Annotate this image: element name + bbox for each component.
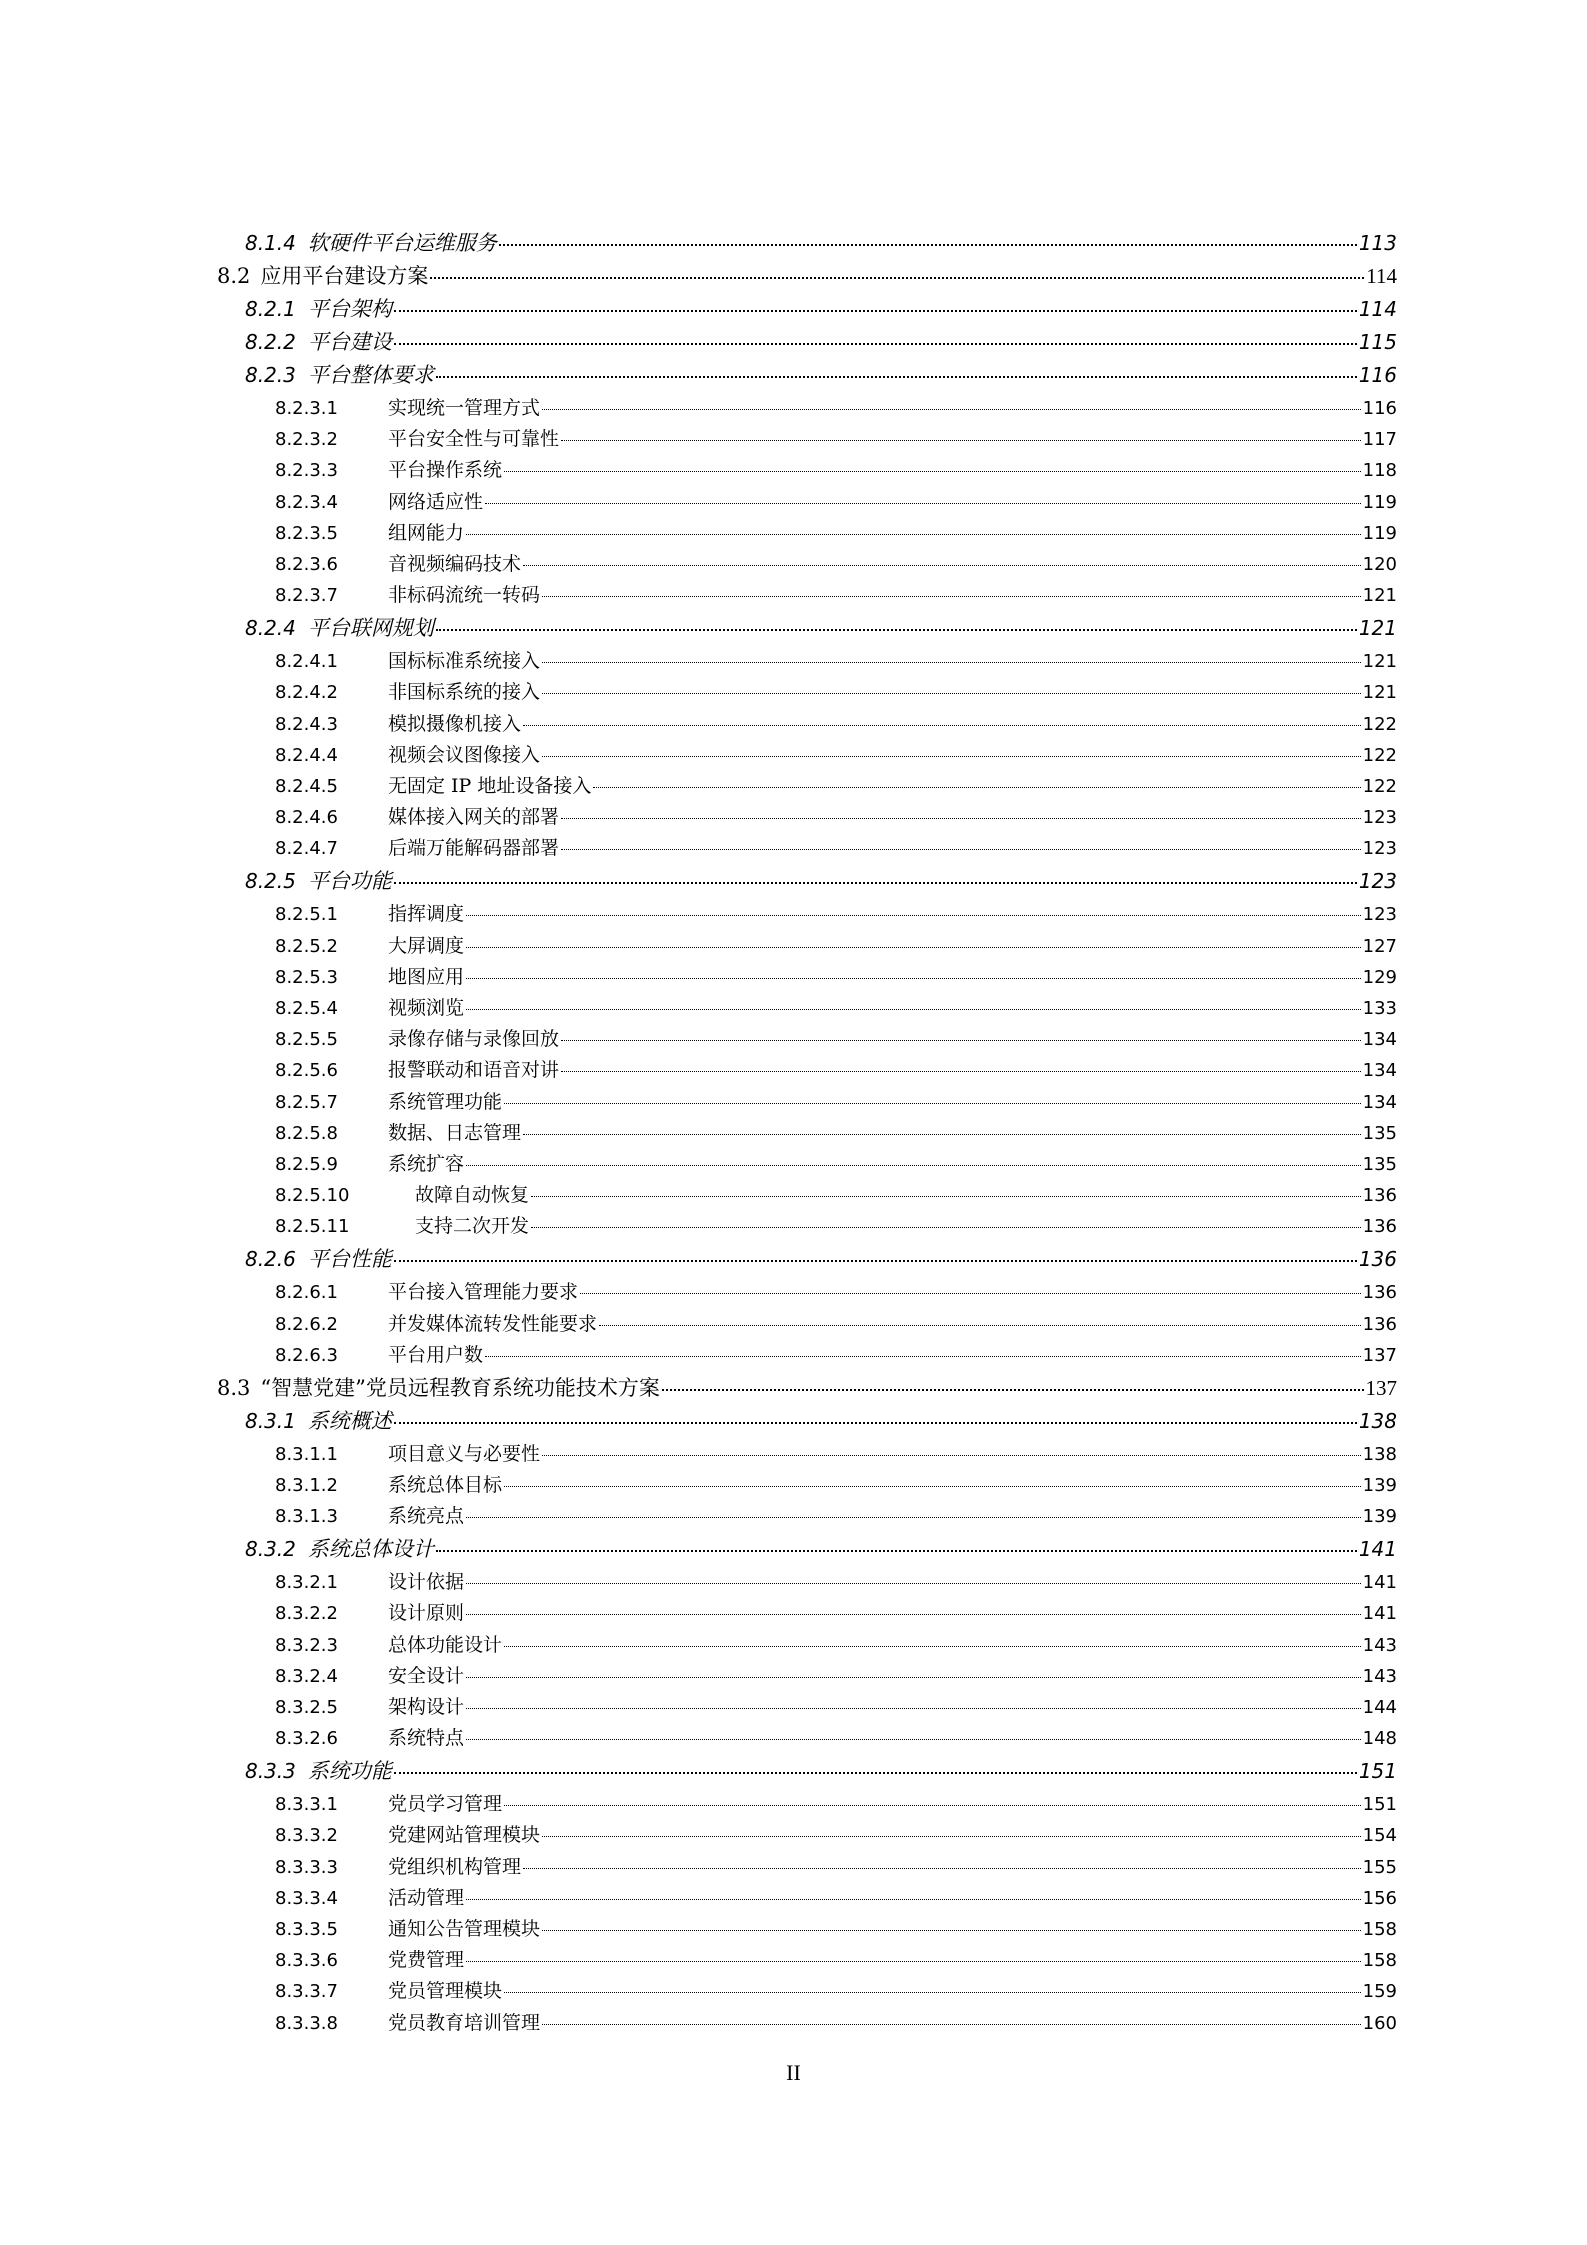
toc-entry-title: 视频会议图像接入 bbox=[388, 744, 541, 766]
dot-leader bbox=[466, 1677, 1361, 1678]
dot-leader bbox=[394, 310, 1357, 312]
toc-entry[interactable] bbox=[275, 1567, 1397, 1597]
toc-entry-page: 151 bbox=[1358, 1759, 1397, 1783]
toc-entry-number: 8.2.5 bbox=[245, 869, 296, 893]
dot-leader bbox=[436, 376, 1357, 378]
dot-leader bbox=[523, 1868, 1361, 1869]
dot-leader bbox=[504, 1805, 1361, 1806]
toc-entry-page: 127 bbox=[1362, 936, 1397, 957]
toc-entry-page: 156 bbox=[1362, 1888, 1397, 1909]
toc-entry-title: 故障自动恢复 bbox=[415, 1184, 530, 1206]
toc-entry[interactable] bbox=[245, 1406, 1397, 1436]
dot-leader bbox=[561, 440, 1361, 441]
toc-entry[interactable] bbox=[275, 1789, 1397, 1819]
dot-leader bbox=[523, 725, 1361, 726]
toc-entry-title: 平台用户数 bbox=[388, 1344, 484, 1366]
toc-entry-number: 8.2.4.6 bbox=[275, 807, 338, 828]
toc-entry-number: 8.3.3 bbox=[245, 1759, 296, 1783]
toc-entry[interactable] bbox=[275, 1501, 1397, 1531]
toc-entry-page: 158 bbox=[1362, 1950, 1397, 1971]
toc-entry-title: 系统扩容 bbox=[388, 1153, 465, 1175]
toc-entry-title: 党建网站管理模块 bbox=[388, 1824, 541, 1846]
toc-entry-page: 136 bbox=[1358, 1247, 1397, 1271]
toc-entry-page: 121 bbox=[1362, 585, 1397, 606]
dot-leader bbox=[599, 1325, 1361, 1326]
toc-entry[interactable] bbox=[275, 2008, 1397, 2038]
toc-entry[interactable] bbox=[275, 1439, 1397, 1469]
dot-leader bbox=[499, 244, 1357, 246]
toc-entry-title: 党组织机构管理 bbox=[388, 1856, 522, 1878]
toc-entry-page: 123 bbox=[1358, 869, 1397, 893]
toc-entry-title: 平台架构 bbox=[307, 297, 392, 321]
toc-entry-number: 8.2.5.6 bbox=[275, 1060, 338, 1081]
toc-entry[interactable] bbox=[275, 1340, 1397, 1370]
toc-entry-title: 通知公告管理模块 bbox=[388, 1918, 541, 1940]
toc-entry-number: 8.2.6.3 bbox=[275, 1345, 338, 1366]
dot-leader bbox=[436, 1550, 1357, 1552]
toc-entry[interactable] bbox=[275, 1277, 1397, 1307]
toc-entry-number: 8.2.3.4 bbox=[275, 492, 338, 513]
toc-entry-page: 138 bbox=[1358, 1409, 1397, 1433]
toc-entry-title: 平台接入管理能力要求 bbox=[388, 1281, 579, 1303]
dot-leader bbox=[430, 277, 1364, 279]
toc-entry[interactable] bbox=[275, 1661, 1397, 1691]
toc-entry[interactable] bbox=[275, 1024, 1397, 1054]
toc-entry-number: 8.1.4 bbox=[245, 231, 296, 255]
toc-entry-title: 架构设计 bbox=[388, 1696, 465, 1718]
toc-entry-page: 120 bbox=[1362, 554, 1397, 575]
toc-entry[interactable] bbox=[275, 709, 1397, 739]
toc-entry[interactable] bbox=[275, 899, 1397, 929]
toc-entry-number: 8.2.4.4 bbox=[275, 745, 338, 766]
toc-entry[interactable] bbox=[275, 580, 1397, 610]
toc-entry-page: 160 bbox=[1362, 2013, 1397, 2034]
toc-entry-title: 录像存储与录像回放 bbox=[388, 1028, 560, 1050]
toc-entry[interactable] bbox=[275, 1723, 1397, 1753]
toc-entry-title: 平台建设 bbox=[307, 330, 392, 354]
toc-entry-title: 组网能力 bbox=[388, 522, 465, 544]
toc-entry-page: 139 bbox=[1362, 1475, 1397, 1496]
toc-entry-title: 大屏调度 bbox=[388, 935, 465, 957]
toc-entry-title: 模拟摄像机接入 bbox=[388, 713, 522, 735]
toc-entry-number: 8.3.2.5 bbox=[275, 1697, 338, 1718]
dot-leader bbox=[466, 1708, 1361, 1709]
toc-entry-title: 视频浏览 bbox=[388, 997, 465, 1019]
toc-entry-title: 平台功能 bbox=[307, 869, 392, 893]
toc-entry-title: 平台安全性与可靠性 bbox=[388, 428, 560, 450]
toc-entry-number: 8.2.5.5 bbox=[275, 1029, 338, 1050]
dot-leader bbox=[561, 1040, 1361, 1041]
dot-leader bbox=[466, 1517, 1361, 1518]
dot-leader bbox=[466, 534, 1361, 535]
toc-entry[interactable] bbox=[275, 1087, 1397, 1117]
toc-entry[interactable] bbox=[275, 1149, 1397, 1179]
toc-entry-title: 系统亮点 bbox=[388, 1505, 465, 1527]
toc-entry-page: 116 bbox=[1362, 398, 1397, 419]
toc-entry[interactable] bbox=[245, 1244, 1397, 1274]
dot-leader bbox=[542, 2024, 1361, 2025]
toc-entry-number: 8.2.3.2 bbox=[275, 429, 338, 450]
toc-entry[interactable] bbox=[275, 424, 1397, 454]
toc-entry[interactable] bbox=[245, 1756, 1397, 1786]
toc-entry[interactable] bbox=[275, 740, 1397, 770]
dot-leader bbox=[504, 471, 1361, 472]
toc-entry-title: 应用平台建设方案 bbox=[260, 264, 429, 288]
toc-entry-page: 122 bbox=[1362, 714, 1397, 735]
dot-leader bbox=[394, 343, 1357, 345]
toc-entry-title: 国标标准系统接入 bbox=[388, 650, 541, 672]
toc-entry-title: 活动管理 bbox=[388, 1887, 465, 1909]
toc-entry-page: 114 bbox=[1358, 297, 1397, 321]
toc-entry-page: 136 bbox=[1362, 1216, 1397, 1237]
toc-entry[interactable] bbox=[217, 261, 1397, 291]
toc-entry[interactable] bbox=[275, 1309, 1397, 1339]
toc-entry[interactable] bbox=[245, 360, 1397, 390]
toc-entry-number: 8.2.6.2 bbox=[275, 1314, 338, 1335]
dot-leader bbox=[394, 1260, 1357, 1262]
toc-entry-number: 8.3.1.2 bbox=[275, 1475, 338, 1496]
toc-entry-number: 8.2 bbox=[217, 264, 251, 288]
toc-entry-page: 143 bbox=[1362, 1635, 1397, 1656]
dot-leader bbox=[580, 1293, 1361, 1294]
toc-entry-title: 系统总体目标 bbox=[388, 1474, 503, 1496]
toc-entry-title: 系统特点 bbox=[388, 1727, 465, 1749]
toc-entry-number: 8.3.2.2 bbox=[275, 1603, 338, 1624]
toc-entry-page: 135 bbox=[1362, 1123, 1397, 1144]
page-number: II bbox=[786, 2060, 801, 2085]
dot-leader bbox=[561, 818, 1361, 819]
toc-entry-title: 设计依据 bbox=[388, 1571, 465, 1593]
toc-entry-page: 159 bbox=[1362, 1981, 1397, 2002]
toc-entry-page: 134 bbox=[1362, 1029, 1397, 1050]
toc-entry-page: 121 bbox=[1362, 651, 1397, 672]
toc-entry[interactable] bbox=[275, 1055, 1397, 1085]
dot-leader bbox=[504, 1992, 1361, 1993]
toc-entry-title: 党员学习管理 bbox=[388, 1793, 503, 1815]
dot-leader bbox=[523, 565, 1361, 566]
toc-entry-number: 8.3.3.7 bbox=[275, 1981, 338, 2002]
dot-leader bbox=[466, 1009, 1361, 1010]
dot-leader bbox=[485, 503, 1361, 504]
toc-entry-title: 设计原则 bbox=[388, 1602, 465, 1624]
toc-entry-number: 8.3 bbox=[217, 1376, 251, 1400]
toc-entry-page: 148 bbox=[1362, 1728, 1397, 1749]
toc-entry-number: 8.2.4.5 bbox=[275, 776, 338, 797]
toc-entry-title: 系统概述 bbox=[307, 1409, 392, 1433]
toc-entry-page: 141 bbox=[1358, 1537, 1397, 1561]
toc-entry[interactable] bbox=[245, 1534, 1397, 1564]
toc-entry-title: 报警联动和语音对讲 bbox=[388, 1059, 560, 1081]
toc-entry-title: 平台性能 bbox=[307, 1247, 392, 1271]
dot-leader bbox=[542, 596, 1361, 597]
toc-entry-page: 133 bbox=[1362, 998, 1397, 1019]
toc-entry-page: 144 bbox=[1362, 1697, 1397, 1718]
dot-leader bbox=[542, 409, 1361, 410]
toc-entry-page: 134 bbox=[1362, 1092, 1397, 1113]
toc-entry-page: 151 bbox=[1362, 1794, 1397, 1815]
toc-entry[interactable] bbox=[275, 455, 1397, 485]
dot-leader bbox=[394, 1422, 1357, 1424]
toc-entry[interactable] bbox=[275, 1976, 1397, 2006]
toc-entry[interactable] bbox=[275, 677, 1397, 707]
toc-entry[interactable] bbox=[275, 393, 1397, 423]
toc-entry-page: 141 bbox=[1362, 1603, 1397, 1624]
dot-leader bbox=[542, 756, 1361, 757]
toc-entry-page: 136 bbox=[1362, 1282, 1397, 1303]
toc-entry-number: 8.2.5.10 bbox=[275, 1185, 350, 1206]
toc-entry-number: 8.3.3.4 bbox=[275, 1888, 338, 1909]
toc-entry-number: 8.2.4.2 bbox=[275, 682, 338, 703]
toc-entry[interactable] bbox=[275, 1852, 1397, 1882]
toc-entry-title: 平台操作系统 bbox=[388, 459, 503, 481]
dot-leader bbox=[394, 882, 1357, 884]
toc-entry[interactable] bbox=[275, 802, 1397, 832]
toc-entry[interactable] bbox=[275, 487, 1397, 517]
toc-entry[interactable] bbox=[275, 1118, 1397, 1148]
toc-entry-number: 8.2.5.8 bbox=[275, 1123, 338, 1144]
toc-entry-title: 音视频编码技术 bbox=[388, 553, 522, 575]
toc-entry[interactable] bbox=[245, 327, 1397, 357]
dot-leader bbox=[436, 629, 1357, 631]
toc-entry[interactable] bbox=[275, 1820, 1397, 1850]
toc-entry-page: 155 bbox=[1362, 1857, 1397, 1878]
dot-leader bbox=[394, 1772, 1357, 1774]
dot-leader bbox=[542, 1455, 1361, 1456]
toc-entry-number: 8.3.2.6 bbox=[275, 1728, 338, 1749]
toc-entry-title: 非国标系统的接入 bbox=[388, 681, 541, 703]
toc-entry-title: 实现统一管理方式 bbox=[388, 397, 541, 419]
dot-leader bbox=[466, 1614, 1361, 1615]
toc-entry-number: 8.3.2.1 bbox=[275, 1572, 338, 1593]
dot-leader bbox=[466, 915, 1361, 916]
toc-entry-title: 项目意义与必要性 bbox=[388, 1443, 541, 1465]
dot-leader bbox=[504, 1486, 1361, 1487]
toc-entry-number: 8.2.3.5 bbox=[275, 523, 338, 544]
toc-entry-number: 8.2.3.3 bbox=[275, 460, 338, 481]
toc-entry-page: 119 bbox=[1362, 523, 1397, 544]
dot-leader bbox=[504, 1646, 1361, 1647]
toc-entry-title: 总体功能设计 bbox=[388, 1634, 503, 1656]
toc-entry-page: 137 bbox=[1365, 1376, 1397, 1400]
toc-entry[interactable] bbox=[275, 1598, 1397, 1628]
toc-entry-title: 党员教育培训管理 bbox=[388, 2012, 541, 2034]
toc-entry-number: 8.3.2.4 bbox=[275, 1666, 338, 1687]
toc-entry[interactable] bbox=[275, 1180, 1397, 1210]
toc-entry-page: 136 bbox=[1362, 1314, 1397, 1335]
toc-entry-title: 地图应用 bbox=[388, 966, 465, 988]
toc-entry-page: 122 bbox=[1362, 745, 1397, 766]
toc-entry-page: 158 bbox=[1362, 1919, 1397, 1940]
toc-entry-title: 软硬件平台运维服务 bbox=[307, 231, 497, 255]
toc-entry[interactable] bbox=[275, 549, 1397, 579]
dot-leader bbox=[504, 1103, 1361, 1104]
toc-entry-page: 121 bbox=[1362, 682, 1397, 703]
toc-entry[interactable] bbox=[275, 833, 1397, 863]
toc-entry-number: 8.2.1 bbox=[245, 297, 296, 321]
toc-entry[interactable] bbox=[275, 1470, 1397, 1500]
toc-entry-page: 117 bbox=[1362, 429, 1397, 450]
toc-entry-title: 非标码流统一转码 bbox=[388, 584, 541, 606]
toc-entry-page: 154 bbox=[1362, 1825, 1397, 1846]
dot-leader bbox=[542, 693, 1361, 694]
toc-entry[interactable] bbox=[275, 1945, 1397, 1975]
toc-entry-title: 网络适应性 bbox=[388, 491, 484, 513]
toc-entry[interactable] bbox=[245, 228, 1397, 258]
toc-entry-title: 党员管理模块 bbox=[388, 1980, 503, 2002]
dot-leader bbox=[523, 1134, 1361, 1135]
toc-entry-number: 8.3.3.1 bbox=[275, 1794, 338, 1815]
dot-leader bbox=[466, 978, 1361, 979]
toc-entry-title: “智慧党建”党员远程教育系统功能技术方案 bbox=[260, 1376, 660, 1400]
dot-leader bbox=[662, 1389, 1364, 1391]
toc-entry-number: 8.3.1 bbox=[245, 1409, 296, 1433]
toc-entry-page: 116 bbox=[1358, 363, 1397, 387]
toc-entry-page: 123 bbox=[1362, 904, 1397, 925]
toc-entry-title: 支持二次开发 bbox=[415, 1215, 530, 1237]
toc-entry-page: 135 bbox=[1362, 1154, 1397, 1175]
toc-entry-number: 8.2.4.7 bbox=[275, 838, 338, 859]
toc-entry-title: 系统功能 bbox=[307, 1759, 392, 1783]
toc-entry-title: 平台整体要求 bbox=[307, 363, 434, 387]
toc-entry-page: 119 bbox=[1362, 492, 1397, 513]
toc-entry-number: 8.2.5.9 bbox=[275, 1154, 338, 1175]
toc-entry-page: 113 bbox=[1358, 231, 1397, 255]
toc-entry-number: 8.2.3 bbox=[245, 363, 296, 387]
toc-entry-title: 安全设计 bbox=[388, 1665, 465, 1687]
toc-entry-number: 8.2.5.4 bbox=[275, 998, 338, 1019]
toc-entry[interactable] bbox=[275, 1692, 1397, 1722]
toc-entry-number: 8.2.5.3 bbox=[275, 967, 338, 988]
toc-entry-number: 8.2.5.2 bbox=[275, 936, 338, 957]
toc-entry[interactable] bbox=[217, 1373, 1397, 1403]
toc-entry[interactable] bbox=[275, 1630, 1397, 1660]
dot-leader bbox=[466, 1165, 1361, 1166]
toc-entry[interactable] bbox=[275, 771, 1397, 801]
dot-leader bbox=[561, 849, 1361, 850]
toc-entry-page: 129 bbox=[1362, 967, 1397, 988]
toc-entry-page: 122 bbox=[1362, 776, 1397, 797]
dot-leader bbox=[485, 1356, 1361, 1357]
toc-entry-number: 8.3.3.6 bbox=[275, 1950, 338, 1971]
toc-entry-page: 137 bbox=[1362, 1345, 1397, 1366]
dot-leader bbox=[466, 1583, 1361, 1584]
toc-entry-title: 指挥调度 bbox=[388, 903, 465, 925]
toc-entry-page: 115 bbox=[1358, 330, 1397, 354]
dot-leader bbox=[542, 1930, 1361, 1931]
toc-entry-number: 8.3.2.3 bbox=[275, 1635, 338, 1656]
toc-entry-number: 8.3.1.3 bbox=[275, 1506, 338, 1527]
dot-leader bbox=[542, 662, 1361, 663]
toc-entry-page: 134 bbox=[1362, 1060, 1397, 1081]
toc-entry-number: 8.2.5.11 bbox=[275, 1216, 350, 1237]
dot-leader bbox=[593, 787, 1360, 788]
toc-entry-title: 党费管理 bbox=[388, 1949, 465, 1971]
toc-entry-page: 118 bbox=[1362, 460, 1397, 481]
toc-entry-page: 136 bbox=[1362, 1185, 1397, 1206]
toc-entry-number: 8.3.1.1 bbox=[275, 1444, 338, 1465]
toc-entry[interactable] bbox=[275, 931, 1397, 961]
toc-entry[interactable] bbox=[275, 646, 1397, 676]
toc-entry-title: 系统管理功能 bbox=[388, 1091, 503, 1113]
toc-entry-page: 121 bbox=[1358, 616, 1397, 640]
toc-entry-number: 8.2.5.7 bbox=[275, 1092, 338, 1113]
dot-leader bbox=[466, 947, 1361, 948]
toc-entry-number: 8.2.4 bbox=[245, 616, 296, 640]
toc-entry[interactable] bbox=[245, 613, 1397, 643]
toc-entry-number: 8.2.4.1 bbox=[275, 651, 338, 672]
dot-leader bbox=[466, 1899, 1361, 1900]
toc-entry-number: 8.2.5.1 bbox=[275, 904, 338, 925]
toc-entry-page: 138 bbox=[1362, 1444, 1397, 1465]
toc-entry-number: 8.3.3.2 bbox=[275, 1825, 338, 1846]
toc-entry-number: 8.2.6 bbox=[245, 1247, 296, 1271]
toc-entry-title: 后端万能解码器部署 bbox=[388, 837, 560, 859]
toc-entry-page: 123 bbox=[1362, 838, 1397, 859]
toc-entry-page: 123 bbox=[1362, 807, 1397, 828]
toc-entry-title: 媒体接入网关的部署 bbox=[388, 806, 560, 828]
toc-entry-title: 平台联网规划 bbox=[307, 616, 434, 640]
toc-entry-number: 8.3.3.5 bbox=[275, 1919, 338, 1940]
toc-entry-title: 并发媒体流转发性能要求 bbox=[388, 1313, 598, 1335]
toc-entry[interactable] bbox=[275, 518, 1397, 548]
toc-entry-number: 8.3.3.3 bbox=[275, 1857, 338, 1878]
dot-leader bbox=[466, 1739, 1361, 1740]
toc-entry[interactable] bbox=[275, 1914, 1397, 1944]
toc-entry-number: 8.3.2 bbox=[245, 1537, 296, 1561]
toc-entry-number: 8.3.3.8 bbox=[275, 2013, 338, 2034]
toc-entry[interactable] bbox=[245, 866, 1397, 896]
dot-leader bbox=[466, 1961, 1361, 1962]
toc-entry[interactable] bbox=[275, 1211, 1397, 1241]
toc-entry-page: 114 bbox=[1366, 264, 1397, 288]
dot-leader bbox=[531, 1227, 1361, 1228]
toc-entry-page: 143 bbox=[1362, 1666, 1397, 1687]
toc-entry[interactable] bbox=[275, 1883, 1397, 1913]
toc-entry-title: 无固定 IP 地址设备接入 bbox=[388, 775, 592, 797]
toc-entry-title: 数据、日志管理 bbox=[388, 1122, 522, 1144]
toc-entry-number: 8.2.6.1 bbox=[275, 1282, 338, 1303]
toc-entry-number: 8.2.3.1 bbox=[275, 398, 338, 419]
dot-leader bbox=[561, 1071, 1361, 1072]
dot-leader bbox=[531, 1196, 1361, 1197]
toc-entry[interactable] bbox=[275, 962, 1397, 992]
toc-entry-page: 141 bbox=[1362, 1572, 1397, 1593]
toc-entry[interactable] bbox=[275, 993, 1397, 1023]
toc-entry-number: 8.2.2 bbox=[245, 330, 296, 354]
toc-entry-number: 8.2.4.3 bbox=[275, 714, 338, 735]
toc-entry-number: 8.2.3.7 bbox=[275, 585, 338, 606]
toc-entry[interactable] bbox=[245, 294, 1397, 324]
toc-entry-number: 8.2.3.6 bbox=[275, 554, 338, 575]
dot-leader bbox=[542, 1836, 1361, 1837]
toc-entry-title: 系统总体设计 bbox=[307, 1537, 434, 1561]
toc-entry-page: 139 bbox=[1362, 1506, 1397, 1527]
